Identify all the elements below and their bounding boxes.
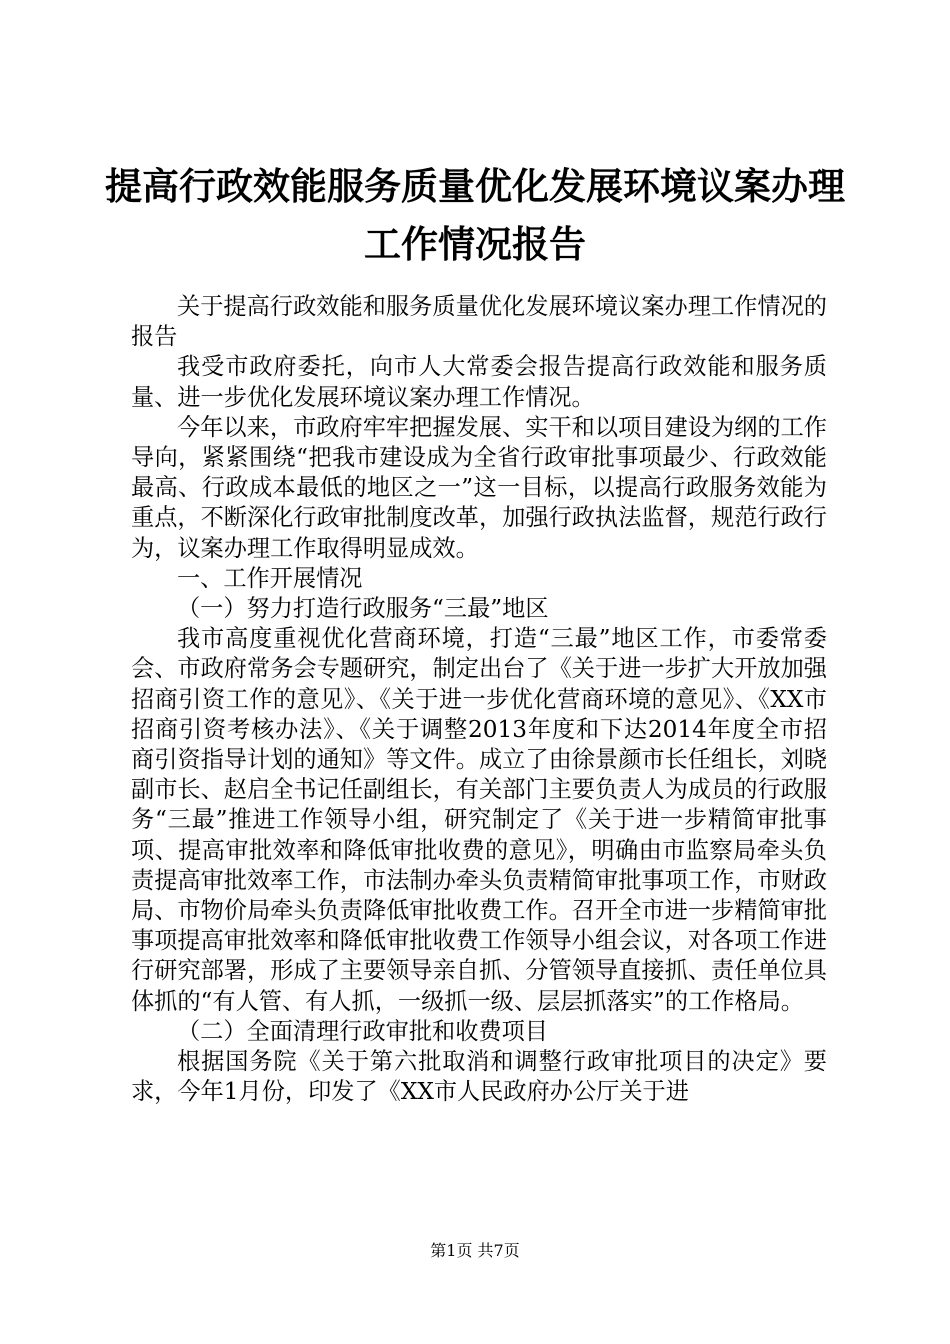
document-title-line-1: 提高行政效能服务质量优化发展环境议案办理 [105,164,845,208]
paragraph-report-name: 关于提高行政效能和服务质量优化发展环境议案办理工作情况的报告 [131,293,827,351]
document-title-line-2: 工作情况报告 [364,222,586,266]
document-body [131,292,827,1107]
paragraph-intro: 我受市政府委托，向市人大常委会报告提高行政效能和服务质量、进一步优化发展环境议案办理工作情况。 [131,353,827,411]
subsection-heading-2: （二）全面清理行政审批和收费项目 [177,1017,548,1045]
paragraph-subsection-2: 根据国务院《关于第六批取消和调整行政审批项目的决定》要求，今年1月份，印发了《XX市人民政府办公厅关于进 [131,1048,827,1106]
page-footer: 第1页 共7页 [430,1241,520,1260]
paragraph-overview: 今年以来，市政府牢牢把握发展、实干和以项目建设为纲的工作导向，紧紧围绕“把我市建设成为全省行政审批事项最少、行政效能最高、行政成本最低的地区之一”这一目标，以提高行政服务效能为重点，不断深化行政审批制度改革，加强行政执法监督，规范行政行为，议案办理工作取得明显成效。 [131,413,827,562]
section-heading-1: 一、工作开展情况 [177,564,363,592]
subsection-heading-1: （一）努力打造行政服务“三最”地区 [177,595,549,623]
paragraph-subsection-1: 我市高度重视优化营商环境，打造“三最”地区工作，市委常委会、市政府常务会专题研究，制定出台了《关于进一步扩大开放加强招商引资工作的意见》、《关于进一步优化营商环境的意见》、《XX市招商引资考核办法》、《关于调整2013年度和下达2014年度全市招商引资指导计划的通知》等文件。成立了由徐景颜市长任组长，刘晓副市长、赵启全书记任副组长，有关部门主要负责人为成员的行政服务“三最”推进工作领导小组，研究制定了《关于进一步精简审批事项、提高审批效率和降低审批收费的意见》，明确由市监察局牵头负责提高审批效率工作，市法制办牵头负责精简审批事项工作，市财政局、市物价局牵头负责降低审批收费工作。召开全市进一步精简审批事项提高审批效率和降低审批收费工作领导小组会议，对各项工作进行研究部署，形成了主要领导亲自抓、分管领导直接抓、责任单位具体抓的“有人管、有人抓，一级抓一级、层层抓落实”的工作格局。 [131,625,827,1015]
